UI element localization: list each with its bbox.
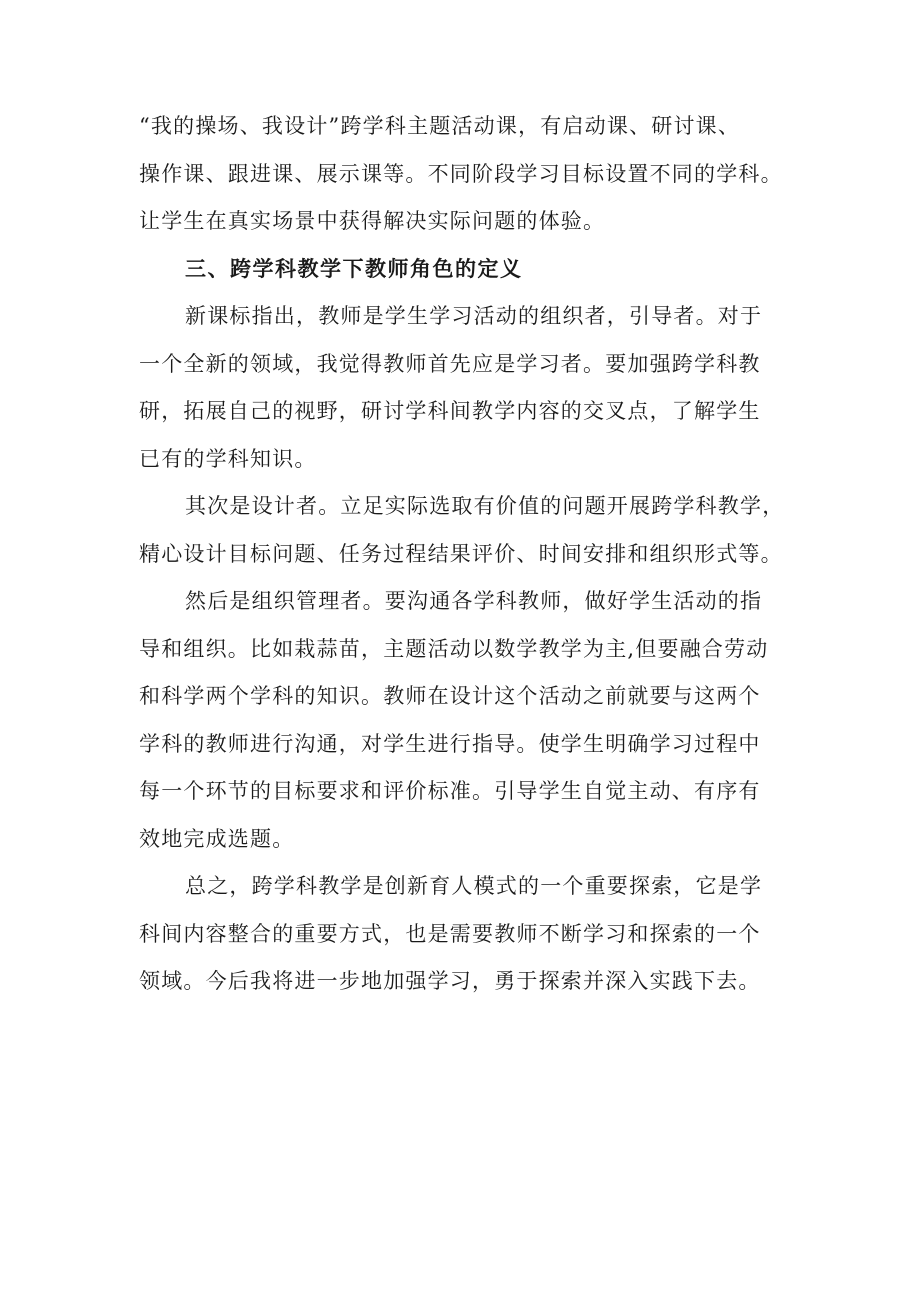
text-line: 然后是组织管理者。要沟通各学科教师，做好学生活动的指	[185, 589, 763, 613]
document-page	[139, 103, 794, 1006]
text-line: 精心设计目标问题、任务过程结果评价、时间安排和组织形式等。	[139, 541, 783, 566]
text-line: 效地完成选题。	[139, 826, 295, 851]
text-line: 让学生在真实场景中获得解决实际问题的体验。	[139, 209, 606, 233]
section-heading: 三、跨学科教学下教师角色的定义	[185, 256, 523, 281]
text-line: 学科的教师进行沟通，对学生进行指导。使学生明确学习过程中	[139, 731, 761, 756]
text-line: 每一个环节的目标要求和评价标准。引导学生自觉主动、有序有	[139, 779, 761, 803]
text-line: 操作课、跟进课、展示课等。不同阶段学习目标设置不同的学科。	[139, 161, 783, 186]
text-line: “我的操场、我设计”跨学科主题活动课，有启动课、研讨课、	[139, 114, 741, 138]
text-line: 科间内容整合的重要方式，也是需要教师不断学习和探索的一个	[139, 921, 761, 946]
text-line: 一个全新的领域，我觉得教师首先应是学习者。要加强跨学科教	[139, 351, 761, 376]
text-line: 领域。今后我将进一步地加强学习，勇于探索并深入实践下去。	[139, 969, 761, 993]
text-line: 和科学两个学科的知识。教师在设计这个活动之前就要与这两个	[139, 684, 761, 708]
text-line: 导和组织。比如栽蒜苗，主题活动以数学教学为主,但要融合劳动	[139, 636, 769, 661]
text-line: 其次是设计者。立足实际选取有价值的问题开展跨学科教学，	[185, 494, 785, 518]
text-line: 已有的学科知识。	[139, 446, 317, 471]
text-line: 总之，跨学科教学是创新育人模式的一个重要探索，它是学	[185, 874, 763, 898]
text-line: 研，拓展自己的视野，研讨学科间教学内容的交叉点，了解学生	[139, 399, 761, 423]
text-line: 新课标指出，教师是学生学习活动的组织者，引导者。对于	[185, 304, 763, 328]
